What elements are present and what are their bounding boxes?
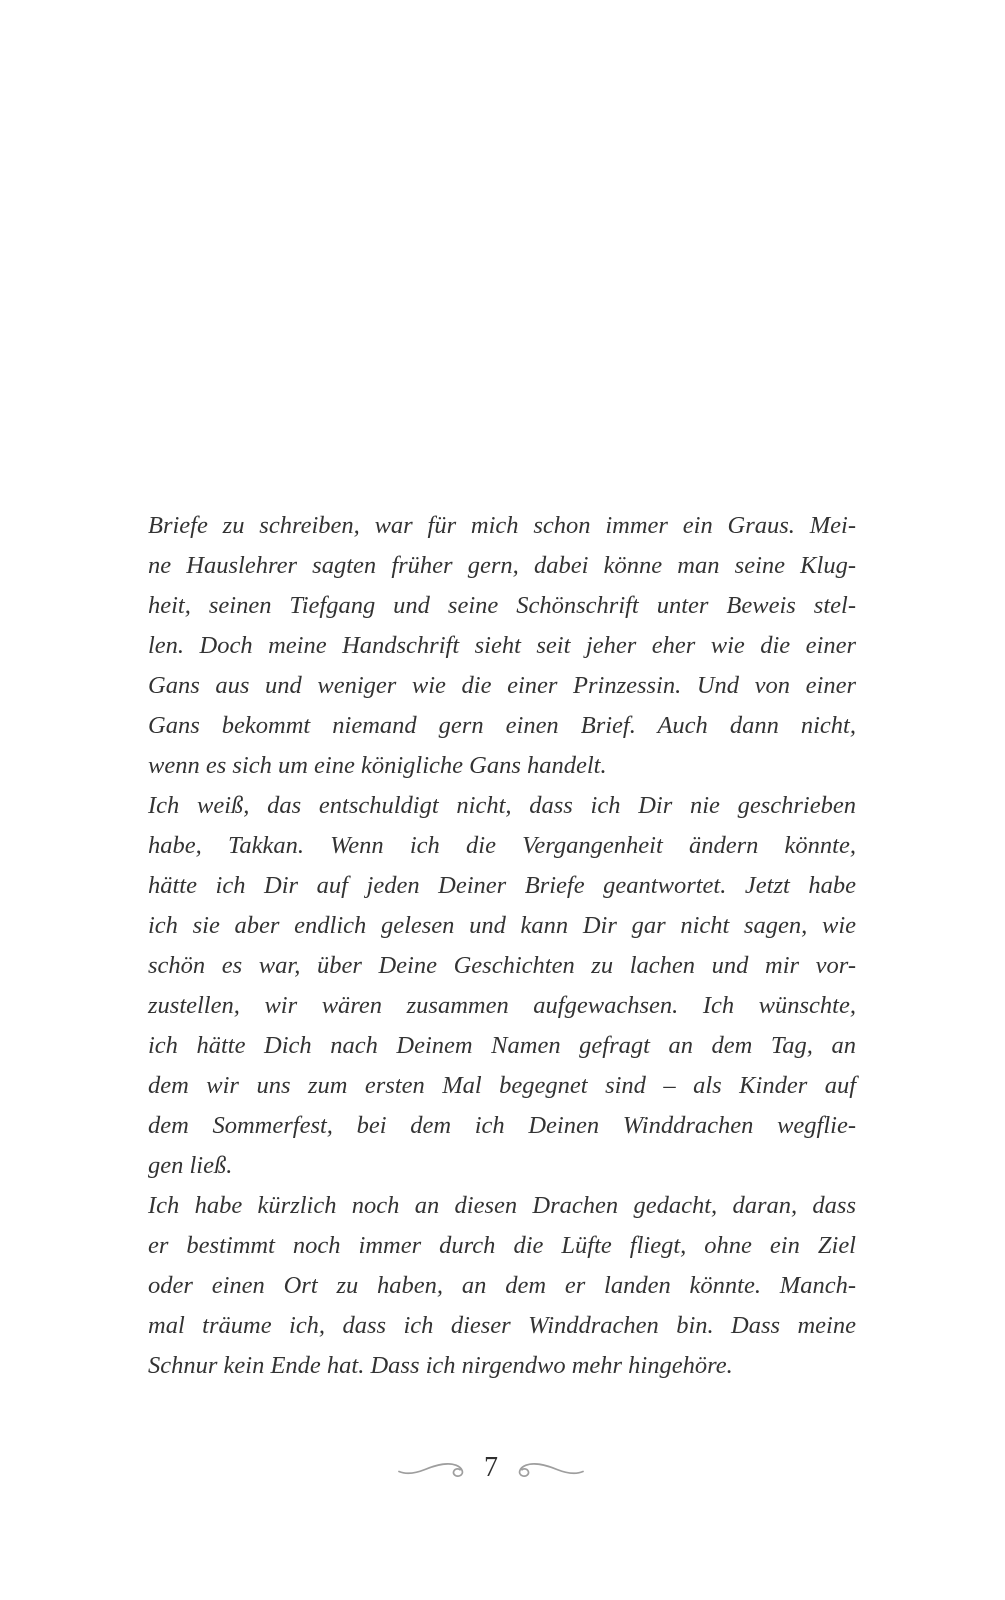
page-number: 7 — [484, 1452, 498, 1483]
text-line: habe, Takkan. Wenn ich die Vergangenheit ändern könnte, — [148, 832, 856, 859]
text-line: Ich weiß, das entschuldigt nicht, dass ich Dir nie geschrieben — [148, 792, 856, 819]
text-line: ich sie aber endlich gelesen und kann Dir gar nicht sagen, wie — [148, 912, 856, 939]
text-line: Ich habe kürzlich noch an diesen Drachen gedacht, daran, dass — [148, 1192, 856, 1219]
text-line: dem Sommerfest, bei dem ich Deinen Winddrachen wegflie- — [148, 1112, 856, 1139]
text-line: mal träume ich, dass ich dieser Winddrachen bin. Dass meine — [148, 1312, 856, 1339]
text-line: dem wir uns zum ersten Mal begegnet sind – als Kinder auf — [148, 1072, 856, 1099]
text-line: Briefe zu schreiben, war für mich schon immer ein Graus. Mei- — [148, 512, 856, 539]
text-line: ne Hauslehrer sagten früher gern, dabei könne man seine Klug- — [148, 552, 856, 579]
body-text — [148, 506, 856, 1386]
text-line: er bestimmt noch immer durch die Lüfte fliegt, ohne ein Ziel — [148, 1232, 856, 1259]
text-line: schön es war, über Deine Geschichten zu lachen und mir vor- — [148, 952, 856, 979]
text-line: hätte ich Dir auf jeden Deiner Briefe geantwortet. Jetzt habe — [148, 872, 856, 899]
text-line: Gans aus und weniger wie die einer Prinzessin. Und von einer — [148, 672, 856, 699]
text-line: zustellen, wir wären zusammen aufgewachsen. Ich wünschte, — [148, 992, 856, 1019]
text-line: heit, seinen Tiefgang und seine Schönschrift unter Beweis stel- — [148, 592, 856, 619]
text-line: wenn es sich um eine königliche Gans handelt. — [148, 752, 607, 779]
text-line: Schnur kein Ende hat. Dass ich nirgendwo mehr hingehöre. — [148, 1352, 733, 1379]
page-footer — [137, 1448, 845, 1488]
text-line: Gans bekommt niemand gern einen Brief. Auch dann nicht, — [148, 712, 856, 739]
text-line: oder einen Ort zu haben, an dem er landen könnte. Manch- — [148, 1272, 856, 1299]
text-line: len. Doch meine Handschrift sieht seit jeher eher wie die einer — [148, 632, 856, 659]
flourish-right-icon — [508, 1456, 584, 1480]
flourish-left-icon — [398, 1456, 474, 1480]
text-line: ich hätte Dich nach Deinem Namen gefragt an dem Tag, an — [148, 1032, 856, 1059]
text-line: gen ließ. — [148, 1152, 233, 1179]
